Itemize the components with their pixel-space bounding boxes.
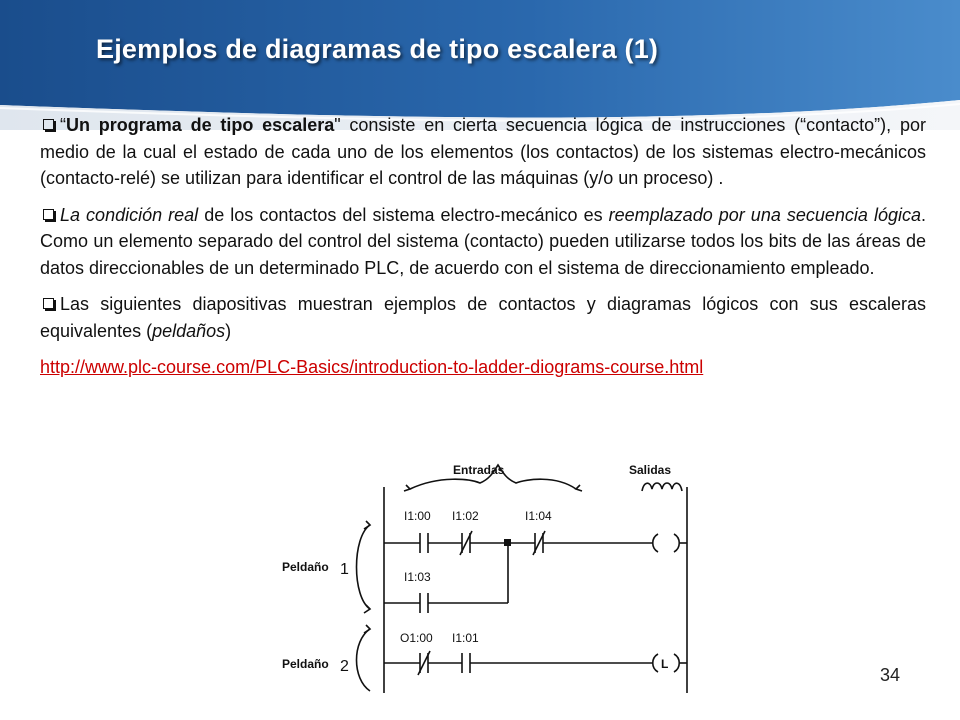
contact-label-i100: I1:00: [404, 509, 431, 523]
junction-node: [504, 539, 511, 546]
rung-2-number: 2: [340, 658, 349, 675]
checkbox-bullet-icon: [43, 119, 54, 130]
paragraph-3: [40, 291, 926, 344]
salidas-label: Salidas: [629, 463, 672, 477]
p1-rest: " consiste en cierta secuencia lógica de instrucciones (“contacto”), por medio de la cual el estado de cada uno de los elementos (los contactos) de los sistemas electro-mecánicos (contacto-relé) se utilizan para identificar el control de las máquinas (y/o un proceso) .: [40, 115, 926, 188]
rung-2-label: Peldaño: [282, 657, 329, 671]
contact-label-i101: I1:01: [452, 631, 479, 645]
ladder-diagram: [280, 457, 704, 693]
rung-1-label: Peldaño: [282, 560, 329, 574]
p2-text-2: . Como un elemento separado del control del sistema (contacto) pueden utilizarse todos los bits de las áreas de datos direccionables de un determinado PLC, de acuerdo con el sistema de direccionamiento empleado.: [40, 204, 927, 278]
p3-text-1: Las siguientes diapositivas muestran ejemplos de contactos y diagramas lógicos con sus escaleras equivalentes (: [40, 294, 926, 341]
contact-label-i103: I1:03: [404, 570, 431, 584]
p2-text-1: de los contactos del sistema electro-mecánico es: [198, 204, 609, 225]
rung-1-number: 1: [340, 561, 349, 578]
paragraph-2: [40, 202, 926, 282]
content-area: [40, 112, 926, 381]
p1-bold: Un programa de tipo escalera: [66, 115, 335, 135]
checkbox-bullet-icon: [43, 298, 54, 309]
p2-italic-1: La condición real: [60, 204, 199, 225]
paragraph-1: [40, 112, 926, 192]
contact-label-i104: I1:04: [525, 509, 552, 523]
p3-italic: peldaños: [152, 320, 226, 341]
page-number: 34: [880, 665, 901, 685]
reference-link[interactable]: http://www.plc-course.com/PLC-Basics/introduction-to-ladder-diograms-course.html: [40, 357, 704, 377]
p3-text-2: ): [225, 320, 232, 341]
contact-label-o100: O1:00: [400, 631, 433, 645]
contact-label-i102: I1:02: [452, 509, 479, 523]
slide-title: Ejemplos de diagramas de tipo escalera (1): [96, 34, 659, 64]
open-quote: “: [60, 115, 66, 135]
entradas-label: Entradas: [453, 463, 505, 477]
latch-coil-label: L: [661, 657, 669, 671]
checkbox-bullet-icon: [43, 209, 54, 220]
header-background: [0, 0, 960, 130]
p2-italic-2: reemplazado por una secuencia lógica: [608, 204, 921, 225]
